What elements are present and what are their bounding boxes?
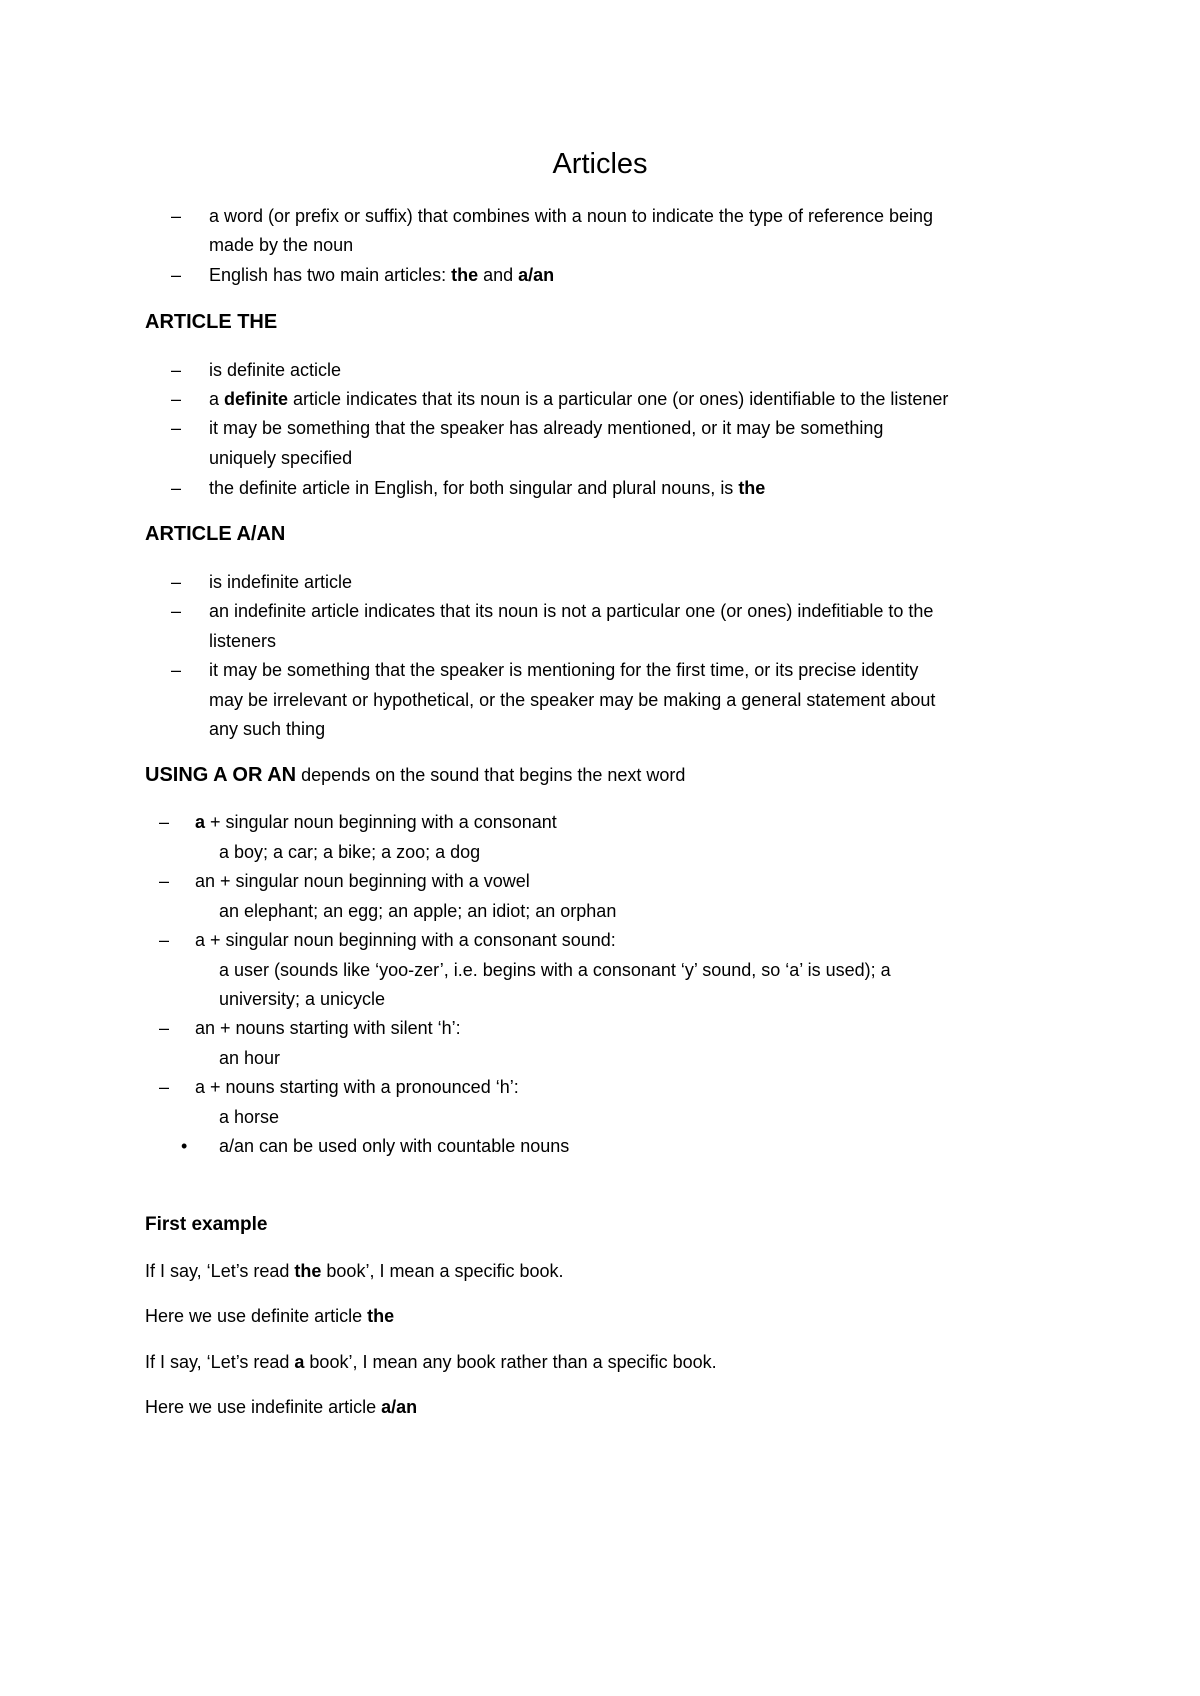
intro-definition-line-1: a word (or prefix or suffix) that combines with a noun to indicate the type of reference being (209, 206, 934, 226)
dash-marker: – (171, 418, 182, 438)
dash-marker: – (159, 871, 170, 891)
countable-note: a/an can be used only with countable nouns (219, 1136, 570, 1156)
using-rule-1: a + singular noun beginning with a consonant (195, 812, 557, 832)
dash-marker: – (171, 601, 182, 621)
dash-marker: – (159, 1077, 170, 1097)
the-item-3-line-1: it may be something that the speaker has already mentioned, or it may be something (209, 418, 884, 438)
dash-marker: – (171, 360, 182, 380)
dash-marker: – (171, 265, 182, 285)
dash-marker: – (159, 1018, 170, 1038)
intro-definition-line-2: made by the noun (209, 235, 354, 255)
dash-marker: – (159, 812, 170, 832)
section-heading-a-an: ARTICLE A/AN (145, 523, 286, 545)
a-an-item-1: is indefinite article (209, 572, 353, 592)
example-paragraph-3: If I say, ‘Let’s read a book’, I mean any book rather than a specific book. (145, 1352, 717, 1372)
dash-marker: – (159, 930, 170, 950)
dash-marker: – (171, 660, 182, 680)
using-example-1: a boy; a car; a bike; a zoo; a dog (219, 842, 481, 862)
a-an-item-3-line-3: any such thing (209, 719, 326, 739)
dash-marker: – (171, 478, 182, 498)
using-rule-2: an + singular noun beginning with a vowel (195, 871, 530, 891)
dash-marker: – (171, 206, 182, 226)
using-rule-3: a + singular noun beginning with a consonant sound: (195, 930, 616, 950)
a-an-item-2-line-1: an indefinite article indicates that its noun is not a particular one (or ones) indefitiable to the (209, 601, 934, 621)
page-title: Articles (552, 148, 648, 180)
example-paragraph-2: Here we use definite article the (145, 1306, 395, 1326)
the-item-4: the definite article in English, for both singular and plural nouns, is the (209, 478, 766, 498)
dash-marker: – (171, 389, 182, 409)
using-example-3-line-2: university; a unicycle (219, 989, 386, 1009)
a-an-item-2-line-2: listeners (209, 631, 277, 651)
using-rule-4: an + nouns starting with silent ‘h’: (195, 1018, 461, 1038)
section-heading-the: ARTICLE THE (145, 311, 278, 333)
example-paragraph-4: Here we use indefinite article a/an (145, 1397, 418, 1417)
using-example-2: an elephant; an egg; an apple; an idiot; an orphan (219, 901, 617, 921)
using-rule-5: a + nouns starting with a pronounced ‘h’: (195, 1077, 519, 1097)
the-item-2: a definite article indicates that its noun is a particular one (or ones) identifiable to the listener (209, 389, 949, 409)
bullet-marker: • (181, 1136, 188, 1156)
using-example-4: an hour (219, 1048, 281, 1068)
using-example-5: a horse (219, 1107, 280, 1127)
a-an-item-3-line-2: may be irrelevant or hypothetical, or the speaker may be making a general statement about (209, 690, 936, 710)
a-an-item-3-line-1: it may be something that the speaker is mentioning for the first time, or its precise identity (209, 660, 919, 680)
example-paragraph-1: If I say, ‘Let’s read the book’, I mean a specific book. (145, 1261, 564, 1281)
section-heading-using: USING A OR AN depends on the sound that begins the next word (145, 764, 686, 786)
using-example-3-line-1: a user (sounds like ‘yoo-zer’, i.e. begins with a consonant ‘y’ sound, so ‘a’ is used); a (219, 960, 891, 980)
section-heading-example: First example (145, 1214, 268, 1235)
dash-marker: – (171, 572, 182, 592)
intro-main-articles: English has two main articles: the and a/an (209, 265, 555, 285)
the-item-3-line-2: uniquely specified (209, 448, 353, 468)
the-item-1: is definite acticle (209, 360, 342, 380)
